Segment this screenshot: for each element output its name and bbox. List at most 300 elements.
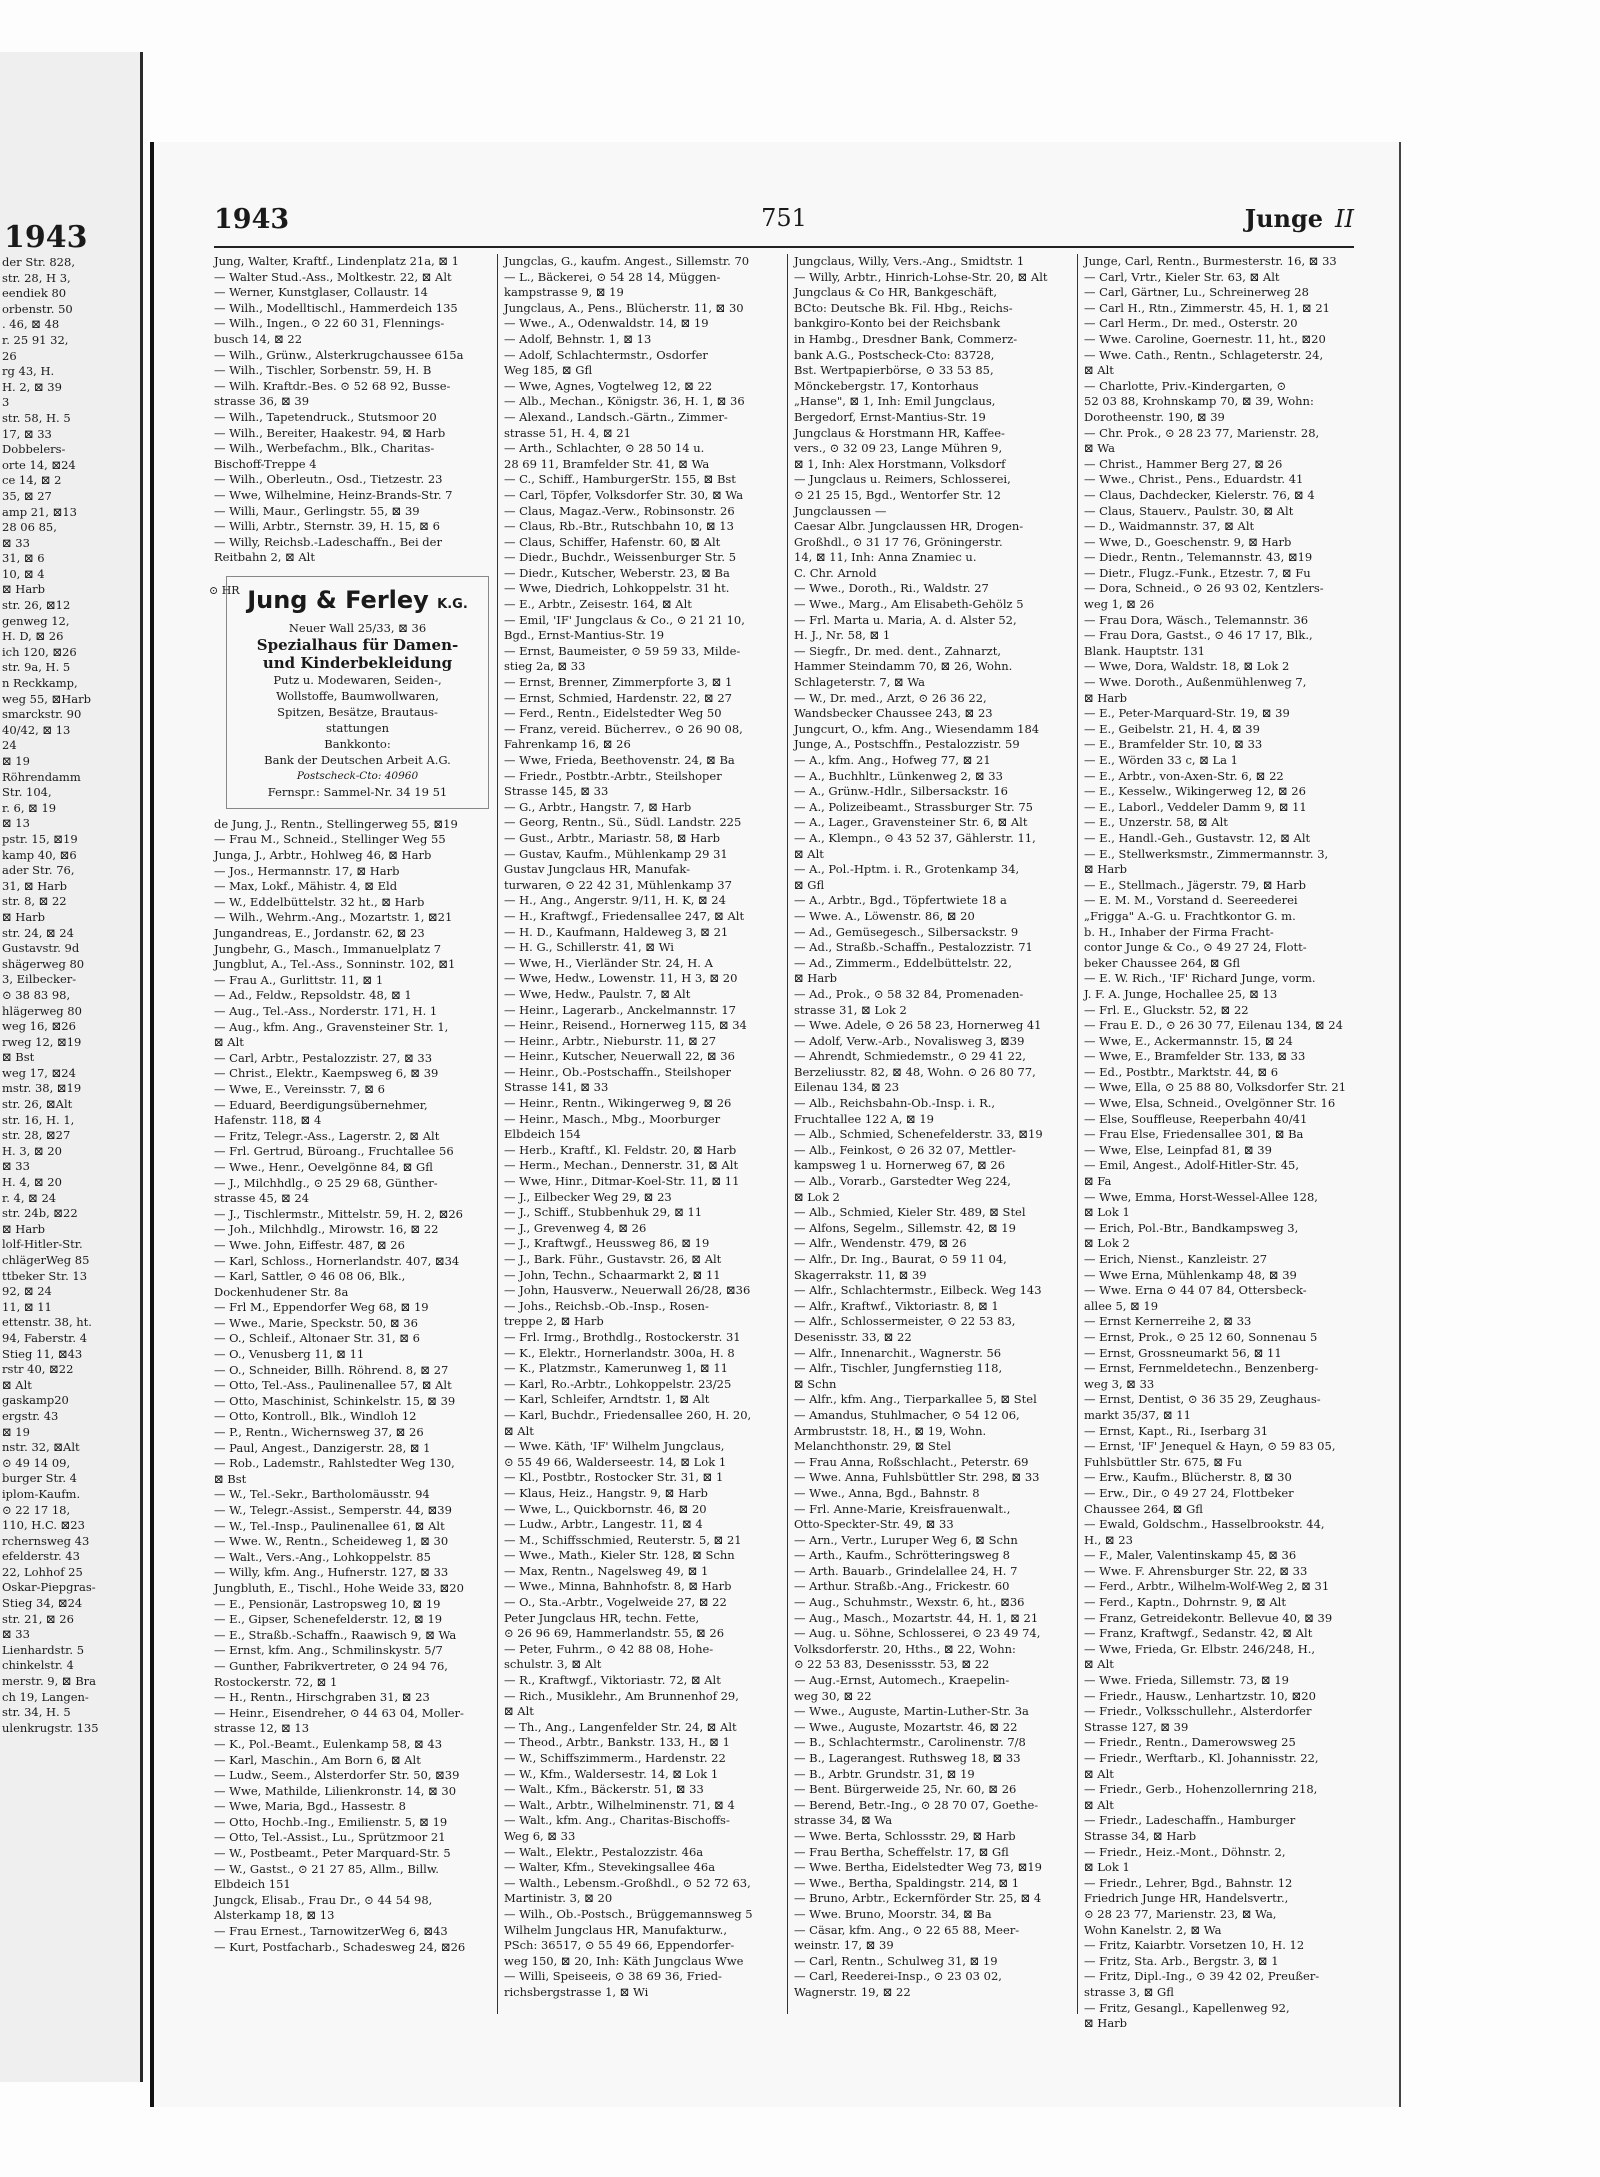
directory-entry: — Friedr., Hausw., Lenhartzstr. 10, ⊠20 (1084, 1688, 1316, 1703)
directory-entry: ⊠ Gfl (794, 877, 825, 892)
directory-entry: — Wwe. Frieda, Sillemstr. 73, ⊠ 19 (1084, 1673, 1289, 1688)
directory-entry: Wandsbecker Chaussee 243, ⊠ 23 (794, 706, 993, 721)
directory-entry: — Heinr., Reisend., Hornerweg 115, ⊠ 34 (504, 1018, 747, 1033)
directory-entry: efelderstr. 43 (2, 1549, 80, 1564)
directory-entry: — E., Peter-Marquard-Str. 19, ⊠ 39 (1084, 706, 1290, 721)
directory-entry: lolf-Hitler-Str. (2, 1237, 83, 1252)
directory-entry: strasse 45, ⊠ 24 (214, 1191, 310, 1206)
directory-entry: markt 35/37, ⊠ 11 (1084, 1407, 1191, 1422)
directory-entry: Jungcurt, O., kfm. Ang., Wiesendamm 184 (794, 721, 1040, 736)
directory-entry: — E. M. M., Vorstand d. Seereederei (1084, 893, 1298, 908)
directory-entry: — Gust., Arbtr., Mariastr. 58, ⊠ Harb (504, 830, 720, 845)
directory-entry: Weg 6, ⊠ 33 (504, 1828, 576, 1843)
directory-entry: — Christ., Hammer Berg 27, ⊠ 26 (1084, 456, 1283, 471)
directory-entry: — Klaus, Heiz., Hangstr. 9, ⊠ Harb (504, 1485, 708, 1500)
directory-entry: — Ernst, Schmied, Hardenstr. 22, ⊠ 27 (504, 690, 732, 705)
directory-entry: — Wwe, Else, Leinpfad 81, ⊠ 39 (1084, 1142, 1272, 1157)
directory-entry: — Ernst, Fernmeldetechn., Benzenberg- (1084, 1361, 1319, 1376)
directory-entry: — Wwe., Henr., Oevelgönne 84, ⊠ Gfl (214, 1159, 433, 1174)
directory-entry: — Arth. Bauarb., Grindelallee 24, H. 7 (794, 1563, 1018, 1578)
ad-address: Neuer Wall 25/33, ⊠ 36 (288, 620, 427, 635)
advertisement-jung-ferley (209, 576, 489, 809)
directory-entry: — Ernst Kernerreihe 2, ⊠ 33 (1084, 1314, 1252, 1329)
directory-entry: — Alb., Schmied, Schenefelderstr. 33, ⊠19 (794, 1127, 1043, 1142)
directory-entry: — Carl Herm., Dr. med., Osterstr. 20 (1084, 316, 1298, 331)
directory-entry: — Wilh. Kraftdr.-Bes. ⊙ 52 68 92, Busse- (214, 378, 451, 393)
directory-entry: — Wwe, Frieda, Beethovenstr. 24, ⊠ Ba (504, 753, 735, 767)
directory-entry: Jungclaus & Horstmann HR, Kaffee- (794, 425, 1005, 440)
directory-entry: ⊙ 49 14 09, (2, 1455, 71, 1470)
directory-entry: Rostockerstr. 72, ⊠ 1 (214, 1674, 338, 1689)
directory-entry: Reitbahn 2, ⊠ Alt (214, 550, 315, 565)
directory-entry: Bankkonto: (324, 736, 391, 751)
directory-entry: ⊠ 19 (2, 1424, 30, 1439)
directory-entry: — Alb., Feinkost, ⊙ 26 32 07, Mettler- (794, 1142, 1016, 1157)
directory-entry: str. 26, ⊠Alt (2, 1097, 73, 1112)
directory-entry: — Friedr., Ladeschaffn., Hamburger (1084, 1813, 1296, 1828)
directory-entry: weg 16, ⊠26 (2, 1019, 76, 1034)
directory-entry: ⊠ Alt (214, 1035, 244, 1050)
directory-entry: — Paul, Angest., Danzigerstr. 28, ⊠ 1 (214, 1440, 431, 1455)
directory-entry: H. 4, ⊠ 20 (2, 1175, 62, 1190)
directory-entry: — E., Gipser, Schenefelderstr. 12, ⊠ 19 (214, 1612, 443, 1627)
directory-entry: — Wilh., Grünw., Alsterkrugchaussee 615a (214, 347, 464, 362)
directory-entry: — A., Buchhltr., Lünkenweg 2, ⊠ 33 (794, 768, 1003, 783)
directory-entry: — J., Milchhdlg., ⊙ 25 29 68, Günther- (214, 1175, 438, 1190)
directory-entry: kamp 40, ⊠6 (2, 847, 77, 862)
directory-entry: — Alfr., Innenarchit., Wagnerstr. 56 (794, 1345, 1002, 1360)
directory-entry: — H. D., Kaufmann, Haldeweg 3, ⊠ 21 (504, 924, 729, 939)
directory-entry: str. 28, H 3, (2, 270, 71, 285)
directory-entry: — D., Waidmannstr. 37, ⊠ Alt (1084, 519, 1255, 534)
directory-entry: — Wwe., Auguste, Martin-Luther-Str. 3a (794, 1704, 1029, 1719)
directory-entry: stattungen (325, 720, 389, 735)
directory-entry: — Frau Anna, Roßschlacht., Peterstr. 69 (794, 1454, 1029, 1469)
directory-entry: — G., Arbtr., Hangstr. 7, ⊠ Harb (504, 799, 692, 814)
directory-entry: shägerweg 80 (2, 956, 85, 971)
directory-entry: — Carl, Töpfer, Volksdorfer Str. 30, ⊠ Wa (504, 487, 744, 502)
directory-entry: — Alexand., Landsch.-Gärtn., Zimmer- (504, 409, 728, 424)
directory-entry: Wollstoffe, Baumwollwaren, (276, 688, 439, 703)
directory-entry: — Wwe. Bruno, Moorstr. 34, ⊠ Ba (794, 1906, 992, 1921)
ad-postcheck: Postscheck-Cto: 40960 (296, 769, 419, 782)
directory-entry: — Frau Bertha, Scheffelstr. 17, ⊠ Gfl (794, 1844, 1009, 1859)
directory-entry: — Wwe. Bertha, Eidelstedter Weg 73, ⊠19 (794, 1860, 1042, 1875)
directory-entry: orbenstr. 50 (2, 301, 73, 316)
directory-entry: — H., Rentn., Hirschgraben 31, ⊠ 23 (214, 1690, 430, 1705)
directory-entry: — Alfr., Wendenstr. 479, ⊠ 26 (794, 1236, 967, 1251)
directory-entry: ⊠ Lok 2 (1084, 1236, 1130, 1251)
directory-entry: — E., Laborl., Veddeler Damm 9, ⊠ 11 (1084, 799, 1307, 814)
directory-entry: — Ad., Straßb.-Schaffn., Pestalozzistr. 71 (794, 940, 1033, 955)
directory-entry: — Wwe. Caroline, Goernestr. 11, ht., ⊠20 (1084, 331, 1326, 346)
directory-entry: ⊠ Lok 2 (794, 1189, 840, 1204)
directory-entry: Putz u. Modewaren, Seiden-, (273, 672, 442, 687)
directory-entry: — Willy, Arbtr., Hinrich-Lohse-Str. 20, ⊠ Alt (794, 269, 1048, 284)
directory-entry: 22, Lohhof 25 (2, 1564, 83, 1579)
previous-page-year: 1943 (4, 220, 88, 255)
directory-entry: — Franz, Kraftwgf., Sedanstr. 42, ⊠ Alt (1084, 1626, 1313, 1641)
directory-entry: — Karl, Schloss., Hornerlandstr. 407, ⊠34 (214, 1253, 460, 1268)
directory-entry: — Alfr., Tischler, Jungfernstieg 118, (794, 1361, 1003, 1376)
directory-entry: — Kurt, Postfacharb., Schadesweg 24, ⊠26 (214, 1939, 466, 1954)
directory-entry: — J., Eilbecker Weg 29, ⊠ 23 (504, 1189, 672, 1204)
directory-entry: 26 (2, 348, 17, 363)
directory-entry: — Fritz, Kaiarbtr. Vorsetzen 10, H. 12 (1084, 1938, 1305, 1953)
directory-entry: — Bent. Bürgerweide 25, Nr. 60, ⊠ 26 (794, 1782, 1017, 1797)
directory-entry: rstr 40, ⊠22 (2, 1362, 74, 1377)
directory-entry: ⊠ 19 (2, 754, 30, 768)
directory-entry: chlägerWeg 85 (2, 1253, 90, 1267)
directory-entry: ⊠ Fa (1084, 1174, 1112, 1189)
directory-entry: — E., Straßb.-Schaffn., Raawisch 9, ⊠ Wa (214, 1627, 457, 1642)
directory-entry: hlägerweg 80 (2, 1003, 82, 1018)
directory-entry: in Hambg., Dresdner Bank, Commerz- (794, 331, 1018, 346)
directory-entry: — Willi, Maur., Gerlingstr. 55, ⊠ 39 (214, 503, 420, 518)
directory-entry: orte 14, ⊠24 (2, 457, 76, 472)
directory-entry: 110, H.C. ⊠23 (2, 1518, 85, 1533)
directory-entry: — Heinr., Kutscher, Neuerwall 22, ⊠ 36 (504, 1049, 735, 1064)
directory-entry: — Alb., Reichsbahn-Ob.-Insp. i. R., (794, 1096, 996, 1111)
directory-entry: — Otto, Hochb.-Ing., Emilienstr. 5, ⊠ 19 (214, 1814, 448, 1829)
directory-entry: — W., Tel.-Insp., Paulinenallee 61, ⊠ Alt (214, 1518, 445, 1533)
ad-headline-2: und Kinderbekleidung (262, 653, 453, 672)
directory-entry: — Wwe, Dora, Waldstr. 18, ⊠ Lok 2 (1084, 659, 1290, 674)
directory-entry: merstr. 9, ⊠ Bra (2, 1674, 96, 1689)
directory-entry: — A., Klempn., ⊙ 43 52 37, Gählerstr. 11, (794, 830, 1036, 845)
directory-entry: Großhdl., ⊙ 31 17 76, Gröningerstr. (794, 534, 1003, 549)
directory-entry: Stieg 34, ⊠24 (2, 1596, 83, 1611)
directory-entry: Berzeliusstr. 82, ⊠ 48, Wohn. ⊙ 26 80 77, (794, 1064, 1036, 1079)
guide-word: Junge (1244, 204, 1324, 233)
directory-entry: — Carl, Gärtner, Lu., Schreinerweg 28 (1084, 285, 1309, 300)
directory-entry: — B., Schlachtermstr., Carolinenstr. 7/8 (794, 1735, 1026, 1750)
directory-entry: — Heinr., Ob.-Postschaffn., Steilshoper (504, 1064, 732, 1079)
directory-entry: — Wwe, Hinr., Ditmar-Koel-Str. 11, ⊠ 11 (504, 1174, 740, 1189)
directory-entry: n Reckkamp, (2, 676, 78, 691)
directory-entry: — Else, Souffleuse, Reeperbahn 40/41 (1084, 1111, 1308, 1126)
directory-entry: — M., Schiffsschmied, Reuterstr. 5, ⊠ 21 (504, 1532, 742, 1547)
directory-entry: — Herb., Kraftf., Kl. Feldstr. 20, ⊠ Harb (504, 1142, 737, 1157)
directory-entry: — E. W. Rich., 'IF' Richard Junge, vorm. (1084, 971, 1316, 986)
directory-entry: — Wwe. Berta, Schlossstr. 29, ⊠ Harb (794, 1828, 1016, 1843)
directory-entry: rweg 12, ⊠19 (2, 1034, 82, 1049)
directory-entry: ⊠ Alt (2, 1377, 32, 1392)
directory-entry: — H. G., Schillerstr. 41, ⊠ Wi (504, 940, 674, 955)
directory-entry: — Fritz, Telegr.-Ass., Lagerstr. 2, ⊠ Alt (214, 1128, 440, 1143)
directory-entry: — Carl, Vrtr., Kieler Str. 63, ⊠ Alt (1084, 269, 1280, 284)
directory-entry: weg 55, ⊠Harb (2, 691, 91, 706)
directory-entry: — Heinr., Arbtr., Nieburstr. 11, ⊠ 27 (504, 1033, 717, 1048)
directory-entry: — Franz, Getreidekontr. Bellevue 40, ⊠ 39 (1084, 1610, 1333, 1625)
directory-entry: — Wwe, E., Bramfelder Str. 133, ⊠ 33 (1084, 1049, 1306, 1064)
directory-entry: — Wwe. Adele, ⊙ 26 58 23, Hornerweg 41 (794, 1018, 1042, 1033)
directory-entry: — Aug., Schuhmstr., Wexstr. 6, ht., ⊠36 (794, 1595, 1025, 1610)
directory-entry: Fuhlsbüttler Str. 675, ⊠ Fu (1084, 1454, 1243, 1469)
directory-entry: Blank. Hauptstr. 131 (1084, 643, 1205, 658)
directory-entry: — Eduard, Beerdigungsübernehmer, (214, 1097, 428, 1112)
directory-entry: ⊠ Alt (1084, 363, 1114, 378)
directory-entry: — Wwe, Ella, ⊙ 25 88 80, Volksdorfer Str. 21 (1084, 1080, 1347, 1095)
directory-entry: — Ernst, Kapt., Ri., Iserbarg 31 (1084, 1423, 1269, 1438)
directory-page (150, 142, 1401, 2107)
directory-entry: — Fritz, Sta. Arb., Bergstr. 3, ⊠ 1 (1084, 1953, 1279, 1968)
directory-entry: — Ewald, Goldschm., Hasselbrookstr. 44, (1084, 1517, 1325, 1532)
directory-entry: — E., Unzerstr. 58, ⊠ Alt (1084, 815, 1228, 830)
directory-entry: — E., Arbtr., von-Axen-Str. 6, ⊠ 22 (1084, 768, 1284, 783)
directory-entry: Strasse 145, ⊠ 33 (504, 784, 609, 799)
directory-entry: — Otto, Kontroll., Blk., Windloh 12 (214, 1409, 417, 1424)
directory-entry: bank A.G., Postscheck-Cto: 83728, (794, 347, 995, 362)
directory-entry: Stieg 11, ⊠43 (2, 1346, 83, 1361)
directory-entry: ⊠ Alt (504, 1423, 534, 1438)
directory-entry: gaskamp20 (2, 1393, 69, 1408)
directory-entry: r. 25 91 32, (2, 332, 69, 347)
directory-entry: — Alb., Schmied, Kieler Str. 489, ⊠ Stel (794, 1205, 1026, 1220)
directory-entry: — W., Postbeamt., Peter Marquard-Str. 5 (214, 1846, 451, 1861)
directory-entry: strasse 36, ⊠ 39 (214, 394, 310, 409)
directory-entry: — W., Eddelbüttelstr. 32 ht., ⊠ Harb (214, 894, 425, 909)
directory-entry: ⊠ 1, Inh: Alex Horstmann, Volksdorf (794, 456, 1006, 471)
directory-entry: — Ad., Prok., ⊙ 58 32 84, Promenaden- (794, 986, 1024, 1001)
directory-entry: str. 21, ⊠ 26 (2, 1611, 74, 1626)
directory-entry: weg 17, ⊠24 (2, 1065, 76, 1080)
directory-entry: — E., Bramfelder Str. 10, ⊠ 33 (1084, 737, 1263, 752)
directory-entry: — R., Kraftwgf., Viktoriastr. 72, ⊠ Alt (504, 1673, 721, 1688)
directory-entry: rg 43, H. (2, 364, 55, 379)
directory-entry: ich 120, ⊠26 (2, 644, 77, 659)
directory-entry: — Wilh., Oberleutn., Osd., Tietzestr. 23 (214, 472, 443, 487)
directory-entry: str. 26, ⊠12 (2, 598, 71, 613)
directory-entry: Jungclaus, A., Pens., Blücherstr. 11, ⊠ 30 (504, 300, 744, 315)
directory-entry: strasse 3, ⊠ Gfl (1084, 1984, 1174, 1999)
directory-entry: — J., Kraftwgf., Heussweg 86, ⊠ 19 (504, 1236, 710, 1251)
directory-entry: — Erich, Nienst., Kanzleistr. 27 (1084, 1252, 1268, 1266)
directory-entry: — E., Geibelstr. 21, H. 4, ⊠ 39 (1084, 721, 1260, 736)
column-4-entries (1084, 254, 1359, 2032)
directory-entry: „Frigga" A.-G. u. Frachtkontor G. m. (1084, 908, 1296, 923)
directory-entry: 3, Eilbecker- (2, 972, 77, 987)
directory-entry: weg 30, ⊠ 22 (794, 1688, 872, 1703)
directory-entry: — Wwe, Wilhelmine, Heinz-Brands-Str. 7 (214, 487, 453, 502)
directory-entry: — Dora, Schneid., ⊙ 26 93 02, Kentzlers- (1084, 581, 1324, 596)
directory-entry: Spitzen, Besätze, Brautaus- (277, 704, 438, 719)
directory-entry: — Friedr., Werftarb., Kl. Johannisstr. 22, (1084, 1751, 1319, 1765)
directory-entry: — E., Arbtr., Zeisestr. 164, ⊠ Alt (504, 597, 692, 612)
directory-entry: 10, ⊠ 4 (2, 566, 45, 581)
directory-entry: — Georg, Rentn., Sü., Südl. Landstr. 225 (504, 815, 742, 830)
page-number: 751 (761, 204, 807, 232)
directory-entry: — Otto, Maschinist, Schinkelstr. 15, ⊠ 39 (214, 1393, 456, 1408)
directory-entry: 31, ⊠ Harb (2, 878, 67, 893)
directory-entry: ⊠ Bst (2, 1050, 35, 1065)
directory-entry: — Adolf, Schlachtermstr., Osdorfer (504, 347, 708, 362)
directory-entry: — Arth., Kaufm., Schröttering​sweg 8 (794, 1548, 1010, 1563)
directory-entry: — Wwe. F. Ahrensburger Str. 22, ⊠ 33 (1084, 1563, 1308, 1578)
directory-entry: Strasse 127, ⊠ 39 (1084, 1719, 1189, 1734)
directory-entry: stieg 2a, ⊠ 33 (504, 659, 586, 674)
directory-entry: — Otto, Tel.-Ass., Paulinenallee 57, ⊠ Alt (214, 1378, 452, 1393)
directory-entry: Armbruststr. 18, H., ⊠ 19, Wohn. (794, 1423, 987, 1438)
directory-entry: — Frl. E., Gluckstr. 52, ⊠ 22 (1084, 1002, 1249, 1017)
directory-entry: 11, ⊠ 11 (2, 1299, 52, 1314)
directory-entry: — Ernst, Brenner, Zimmerpforte 3, ⊠ 1 (504, 675, 733, 690)
directory-entry: Wagnerstr. 19, ⊠ 22 (794, 1984, 911, 1999)
directory-entry: Wilhelm Jungclaus HR, Manufakturw., (504, 1922, 727, 1937)
directory-entry: — Arthur. Straßb.-Ang., Frickestr. 60 (794, 1579, 1010, 1594)
directory-entry: — Ad., Feldw., Repsoldstr. 48, ⊠ 1 (214, 988, 412, 1003)
directory-entry: — P., Rentn., Wichernsweg 37, ⊠ 26 (214, 1425, 424, 1440)
directory-entry: — Th., Ang., Langenfelder Str. 24, ⊠ Alt (504, 1719, 737, 1734)
directory-entry: — Christ., Elektr., Kaempsweg 6, ⊠ 39 (214, 1066, 439, 1081)
directory-entry: — O., Venusberg 11, ⊠ 11 (214, 1347, 365, 1362)
directory-entry: — Frl M., Eppendorfer Weg 68, ⊠ 19 (214, 1300, 429, 1315)
directory-entry: — H., Ang., Angerstr. 9/11, H. K, ⊠ 24 (504, 893, 726, 908)
directory-entry: — Friedr., Postbtr.-Arbtr., Steilshoper (504, 768, 722, 783)
directory-entry: — F., Maler, Valentinskamp 45, ⊠ 36 (1084, 1548, 1297, 1563)
directory-entry: ergstr. 43 (2, 1408, 59, 1423)
directory-entry: — Carl, Arbtr., Pestalozzistr. 27, ⊠ 33 (214, 1050, 433, 1065)
directory-entry: — Wwe, Hedw., Lowenstr. 11, H 3, ⊠ 20 (504, 971, 738, 986)
directory-entry: — Adolf, Verw.-Arb., Novalisweg 3, ⊠39 (794, 1033, 1025, 1048)
directory-entry: — Carl, Reederei-Insp., ⊙ 23 03 02, (794, 1969, 1002, 1984)
directory-entry: Dockenhudener Str. 8a (214, 1284, 349, 1299)
directory-entry: ⊠ Harb (2, 582, 46, 597)
directory-entry: pstr. 15, ⊠19 (2, 831, 78, 846)
directory-entry: ⊠ Harb (794, 971, 838, 986)
directory-entry: str. 16, H. 1, (2, 1112, 75, 1127)
column-1-entries-after-ad (214, 817, 489, 1955)
column-divider-1 (497, 254, 498, 2014)
directory-entry: 40/42, ⊠ 13 (2, 722, 71, 737)
column-2-entries (504, 254, 779, 2001)
directory-entry: — Aug., Masch., Mozartstr. 44, H. 1, ⊠ 21 (794, 1610, 1039, 1625)
directory-entry: — Frau M., Schneid., Stellinger Weg 55 (214, 832, 446, 847)
directory-entry: — Erw., Kaufm., Blücherstr. 8, ⊠ 30 (1084, 1470, 1292, 1485)
directory-entry: Wohn Kanelstr. 2, ⊠ Wa (1084, 1922, 1222, 1937)
directory-entry: — Wwe. Doroth., Außenmühlenweg 7, (1084, 675, 1307, 690)
directory-entry: — Alb., Vorarb., Garstedter Weg 224, (794, 1174, 1011, 1189)
directory-entry: H., ⊠ 23 (1084, 1532, 1133, 1547)
directory-entry: Elbdeich 151 (214, 1877, 291, 1892)
directory-entry: — Frau Ernest., TarnowitzerWeg 6, ⊠43 (214, 1924, 448, 1939)
directory-entry: — W., Telegr.-Assist., Semperstr. 44, ⊠39 (214, 1503, 452, 1517)
ad-title-text: Jung & Ferley (247, 585, 429, 614)
directory-entry: — Cäsar, kfm. Ang., ⊙ 22 65 88, Meer- (794, 1922, 1020, 1937)
directory-entry: — Wwe, Maria, Bgd., Hassestr. 8 (214, 1799, 406, 1814)
directory-entry: smarckstr. 90 (2, 707, 82, 722)
directory-entry: — Heinr., Lagerarb., Anckelmannstr. 17 (504, 1002, 736, 1017)
directory-entry: ⊠ 33 (2, 1159, 30, 1174)
directory-entry: Dobbelers- (2, 442, 66, 457)
directory-entry: str. 24b, ⊠22 (2, 1206, 78, 1221)
directory-entry: — Heinr., Masch., Mbg., Moorburger (504, 1111, 721, 1126)
directory-entry: ⊙ 26 96 69, Hammerlandstr. 55, ⊠ 26 (504, 1626, 725, 1641)
directory-entry: — Heinr., Eisendreher, ⊙ 44 63 04, Moller- (214, 1705, 464, 1720)
directory-entry: — Frl. Gertrud, Büroang., Fruchtallee 56 (214, 1144, 454, 1159)
directory-entry: Schlageterstr. 7, ⊠ Wa (794, 675, 926, 690)
directory-entry: — Alfr., Schlossermeister, ⊙ 22 53 83, (794, 1314, 1016, 1329)
directory-entry: — Wwe Erna, Mühlenkamp 48, ⊠ 39 (1084, 1267, 1297, 1282)
directory-entry: J. F. A. Junge, Hochallee 25, ⊠ 13 (1084, 986, 1278, 1001)
directory-entry: Gustav Jungclaus HR, Manufak- (504, 862, 691, 877)
directory-entry: Hammer Steindamm 70, ⊠ 26, Wohn. (794, 659, 1013, 674)
directory-entry: — Wwe., Anna, Bgd., Bahnstr. 8 (794, 1485, 980, 1500)
directory-entry: weg 1, ⊠ 26 (1084, 597, 1155, 612)
directory-entry: — Willi, Speiseeis, ⊙ 38 69 36, Fried- (504, 1969, 722, 1984)
directory-entry: ⊠ Lok 1 (1084, 1860, 1130, 1875)
directory-entry: — Wwe, H., Vierländer Str. 24, H. A (504, 955, 713, 970)
directory-entry: — Emil, Angest., Adolf-Hitler-Str. 45, (1084, 1158, 1300, 1173)
directory-entry: H. D, ⊠ 26 (2, 629, 64, 644)
directory-entry: — Friedr., Rentn., Damerowsweg 25 (1084, 1735, 1296, 1750)
directory-entry: schulstr. 3, ⊠ Alt (504, 1657, 602, 1672)
directory-entry: — Alfr., Schlachtermstr., Eilbeck. Weg 143 (794, 1283, 1042, 1298)
page-header (214, 204, 1354, 238)
directory-entry: Jungbehr, G., Masch., Immanuelplatz 7 (214, 941, 442, 956)
directory-entry: 14, ⊠ 11, Inh: Anna Znamiec u. (794, 550, 977, 565)
directory-entry: str. 58, H. 5 (2, 410, 71, 425)
directory-entry: — Ernst, Baumeister, ⊙ 59 59 33, Milde- (504, 643, 741, 658)
directory-entry: — Claus, Magaz.-Verw., Robinsonstr. 26 (504, 503, 735, 518)
directory-entry: ⊠ Harb (2, 909, 46, 924)
directory-entry: — Frl. Anne-Marie, Kreisfrauenwalt., (794, 1501, 1011, 1516)
directory-entry: — Chr. Prok., ⊙ 28 23 77, Marienstr. 28, (1084, 425, 1320, 440)
directory-entry: — Wwe., Bertha, Spaldingstr. 214, ⊠ 1 (794, 1875, 1020, 1890)
directory-entry: — Karl, Maschin., Am Born 6, ⊠ Alt (214, 1752, 421, 1767)
directory-entry: — Walth., Lebensm.-Großhdl., ⊙ 52 72 63, (504, 1875, 751, 1890)
directory-entry: — Alfr., kfm. Ang., Tierparkallee 5, ⊠ Stel (794, 1392, 1037, 1407)
directory-entry: ⊠ Harb (1084, 2016, 1128, 2031)
directory-entry: — Friedr., Lehrer, Bgd., Bahnstr. 12 (1084, 1875, 1293, 1890)
directory-entry: — Claus, Rb.-Btr., Rutschbahn 10, ⊠ 13 (504, 519, 734, 534)
directory-entry: ⊙ 55 49 66, Walderseestr. 14, ⊠ Lok 1 (504, 1454, 727, 1469)
directory-entry: 92, ⊠ 24 (2, 1284, 52, 1299)
directory-entry: ⊠ Harb (1084, 690, 1128, 705)
directory-entry: Otto-Speckter-Str. 49, ⊠ 33 (794, 1517, 954, 1532)
directory-entry: — A., kfm. Ang., Hofweg 77, ⊠ 21 (794, 753, 991, 767)
directory-entry: — E., Wörden 33 c, ⊠ La 1 (1084, 753, 1239, 767)
directory-entry: genweg 12, (2, 613, 70, 628)
directory-entry: — Dietr., Flugz.-Funk., Etzestr. 7, ⊠ Fu (1084, 565, 1311, 580)
directory-entry: — C., Schiff., HamburgerStr. 155, ⊠ Bst (504, 472, 736, 487)
directory-entry: ⊠ Alt (1084, 1657, 1114, 1672)
directory-entry: Jungck, Elisab., Frau Dr., ⊙ 44 54 98, (214, 1892, 433, 1907)
directory-entry: Mönckebergstr. 17, Kontorhaus (794, 378, 979, 393)
directory-entry: — Max, Rentn., Nagelsweg 49, ⊠ 1 (504, 1563, 709, 1578)
directory-entry: Elbdeich 154 (504, 1127, 581, 1142)
directory-entry: Bischoff-Treppe 4 (214, 456, 317, 471)
directory-entry: — Aug.-Ernst, Automech., Kraepelin- (794, 1673, 1010, 1688)
directory-entry: — Wwe. John, Eiffestr. 487, ⊠ 26 (214, 1237, 405, 1252)
directory-entry: — Ernst, kfm. Ang., Schmilinskystr. 5/7 (214, 1643, 443, 1658)
directory-entry: — Wwe, Emma, Horst-Wessel-Allee 128, (1084, 1189, 1318, 1204)
directory-entry: eendiek 80 (2, 286, 67, 301)
directory-entry: — Wwe, D., Goeschenstr. 9, ⊠ Harb (1084, 534, 1292, 549)
directory-entry: — Frau Dora, Wäsch., Telemannstr. 36 (1084, 612, 1309, 627)
directory-entry: — Frl. Marta u. Maria, A. d. Alster 52, (794, 612, 1017, 627)
directory-entry: weinstr. 17, ⊠ 39 (794, 1938, 894, 1953)
directory-entry: — Walt., Arbtr., Wilhelminenstr. 71, ⊠ 4 (504, 1797, 735, 1812)
directory-entry: — Wwe., Math., Kieler Str. 128, ⊠ Schn (504, 1548, 735, 1563)
directory-entry: ⊠ Lok 1 (1084, 1205, 1130, 1220)
directory-entry: — A., Arbtr., Bgd., Töpfertwiete 18 a (794, 893, 1007, 908)
directory-entry: ⊠ Harb (2, 1221, 46, 1236)
directory-entry: 24 (2, 738, 17, 753)
directory-entry: iplom-Kaufm. (2, 1486, 81, 1501)
directory-entry: Jungclaus & Co HR, Bankgeschäft, (794, 285, 997, 300)
directory-entry: — Aug., Tel.-Ass., Norderstr. 171, H. 1 (214, 1004, 438, 1018)
